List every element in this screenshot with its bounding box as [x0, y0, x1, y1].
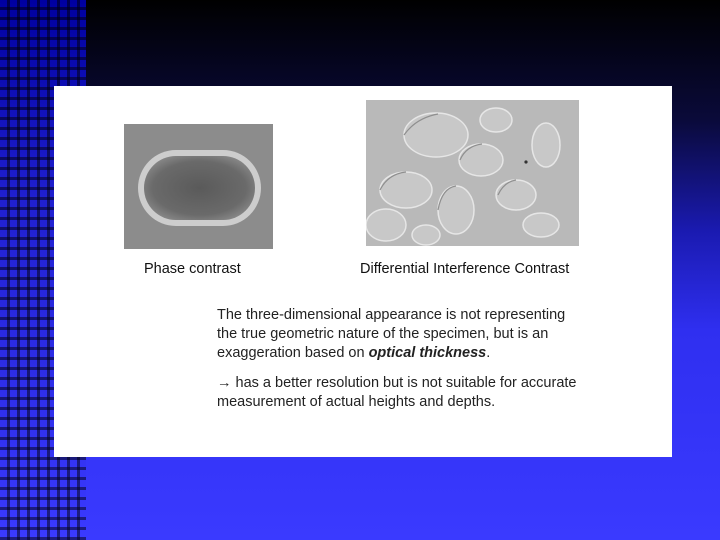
paragraph-1-line-1: The three-dimensional appearance is not representing	[217, 307, 566, 323]
paragraph-1-line-3-suffix: .	[486, 345, 491, 361]
paragraph-1	[217, 306, 647, 363]
phase-contrast-image	[124, 124, 273, 249]
paragraph-2-line-2: measurement of actual heights and depths.	[217, 394, 496, 410]
content-panel	[54, 86, 672, 457]
explanation-text	[217, 306, 647, 412]
paragraph-1-line-2: the true geometric nature of the specimen, but is an	[217, 326, 549, 342]
paragraph-1-line-3-prefix: exaggeration based on	[217, 345, 369, 361]
optical-thickness-term: optical thickness	[368, 345, 487, 361]
dic-caption: Differential Interference Contrast	[360, 261, 570, 277]
paragraph-2-line-1: has a better resolution but is not suitable for accurate	[231, 375, 577, 391]
phase-contrast-caption: Phase contrast	[144, 261, 241, 277]
paragraph-2	[217, 374, 647, 412]
dic-image	[366, 100, 579, 246]
arrow-icon: →	[217, 375, 232, 391]
dic-cells-graphic	[366, 100, 579, 246]
phase-contrast-bacterium-graphic	[124, 124, 273, 249]
